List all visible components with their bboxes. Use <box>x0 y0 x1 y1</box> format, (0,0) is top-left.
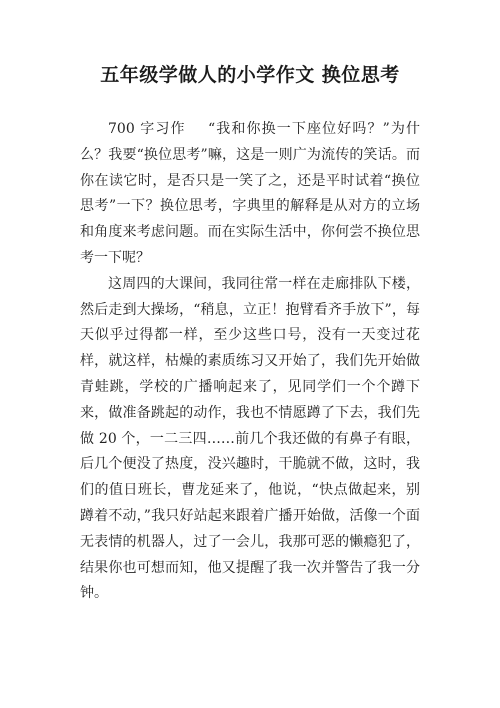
document-body <box>80 117 420 607</box>
paragraph-1 <box>80 117 420 272</box>
paragraph-text: “我和你换一下座位好吗？”为什么？我要“换位思考”嘛，这是一则广为流传的笑话。而你在读它时，是否只是一笑了之，还是平时试着“换位思考”一下？换位思考，字典里的解释是从对方的立场和角度来考虑问题。而在实际生活中，你何尝不换位思考一下呢？ <box>80 121 420 266</box>
document-title: 五年级学做人的小学作文 换位思考 <box>100 64 400 86</box>
word-count-label: 700 字习作 <box>108 121 186 137</box>
paragraph-text: 这周四的大课间，我同往常一样在走廊排队下楼，然后走到大操场，“稍息，立正！抱臂看齐手放下”，每天似乎过得都一样，至少这些口号，没有一天变过花样，就这样，枯燥的素质练习又开始了，我们先开始做青蛙跳，学校的广播响起来了，见同学们一个个蹲下来，做准备跳起的动作，我也不情愿蹲了下去，我们先做 20 个，一二三四……前几个我还做的有鼻子有眼，后几个便没了热度，没兴趣时，干脆就不做，这时，我们的值日班长，曹龙延来了，他说，“快点做起来，别蹲着不动，”我只好站起来跟着广播开始做，活像一个面无表情的机器人，过了一会儿，我那可恶的懒瘾犯了，结果你也可想而知，他又提醒了我一次并警告了我一分钟。 <box>80 275 420 602</box>
paragraph-2 <box>80 272 420 607</box>
